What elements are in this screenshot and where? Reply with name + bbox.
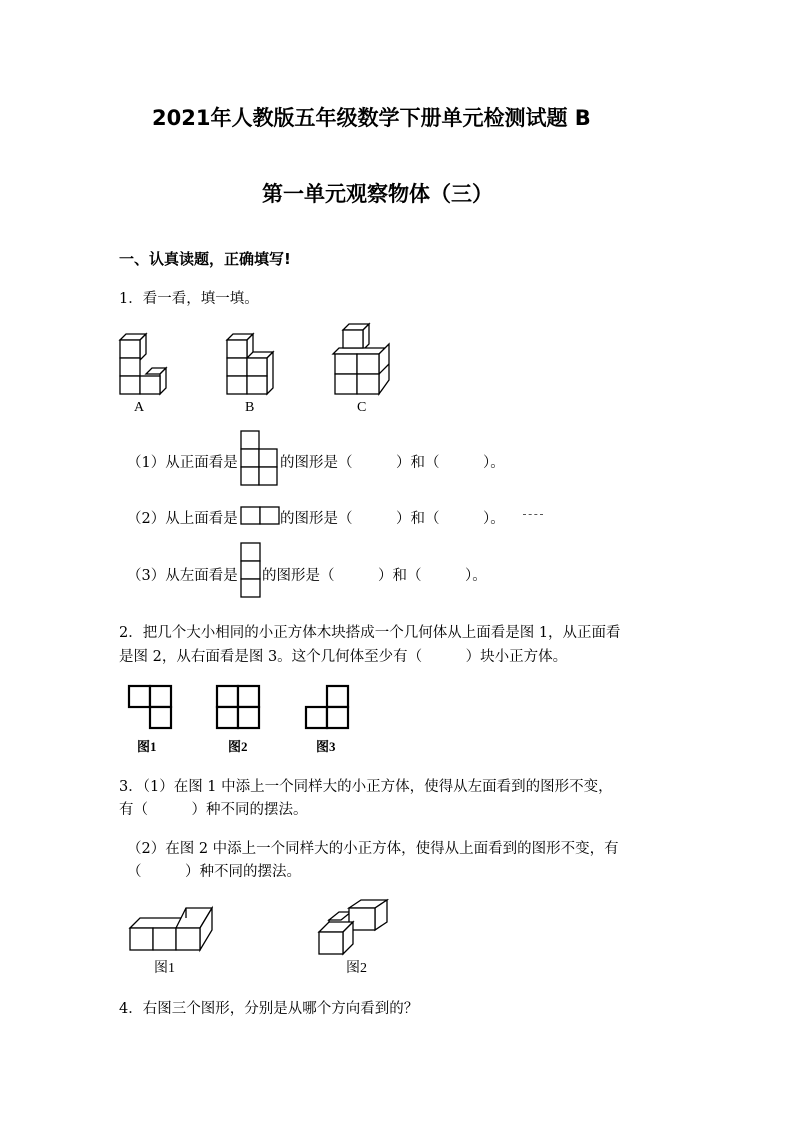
q3-figure-2-label: 图2 bbox=[346, 961, 367, 976]
page-title: 2021年人教版五年级数学下册单元检测试题 B bbox=[152, 106, 591, 130]
figure-a bbox=[117, 328, 167, 398]
question-2-line2: 是图 2，从右面看是图 3。这个几何体至少有（ ）块小正方体。 bbox=[119, 649, 568, 665]
q1-sub2-suffix: 的图形是（ ）和（ ）。 bbox=[280, 511, 505, 527]
q2-figure-1-label: 图1 bbox=[137, 739, 157, 754]
q1-sub2-prefix: （2）从上面看是 bbox=[127, 511, 238, 527]
question-3-line2: 有（ ）种不同的摆法。 bbox=[119, 802, 308, 818]
q1-sub1-suffix: 的图形是（ ）和（ ）。 bbox=[280, 455, 505, 471]
q2-figure-3 bbox=[305, 685, 351, 731]
q1-sub3-suffix: 的图形是（ ）和（ ）。 bbox=[262, 568, 487, 584]
q2-figure-2-label: 图2 bbox=[228, 739, 248, 754]
figure-a-label: A bbox=[134, 400, 145, 415]
front-view-icon bbox=[241, 431, 279, 487]
question-3-line3: （2）在图 2 中添上一个同样大的小正方体，使得从上面看到的图形不变，有 bbox=[127, 841, 619, 857]
question-2-line1: 2．把几个大小相同的小正方体木块搭成一个几何体从上面看是图 1，从正面看 bbox=[119, 625, 621, 641]
q3-figure-1 bbox=[128, 902, 220, 952]
question-4-text: 4．右图三个图形，分别是从哪个方向看到的？ bbox=[119, 1001, 419, 1017]
q3-figure-1-label: 图1 bbox=[154, 961, 175, 976]
q2-figure-1 bbox=[128, 685, 174, 731]
q1-sub3-prefix: （3）从左面看是 bbox=[127, 568, 238, 584]
question-1-text: 1．看一看，填一填。 bbox=[119, 291, 259, 307]
top-view-icon bbox=[241, 507, 281, 527]
question-3-line4: （ ）种不同的摆法。 bbox=[127, 864, 301, 880]
q2-figure-3-label: 图3 bbox=[316, 739, 336, 754]
stray-mark bbox=[523, 514, 543, 515]
figure-c bbox=[333, 322, 393, 398]
figure-b-label: B bbox=[245, 400, 255, 415]
left-view-icon bbox=[241, 543, 261, 601]
page-subtitle: 第一单元观察物体（三） bbox=[262, 182, 493, 206]
q2-figure-2 bbox=[216, 685, 262, 731]
figure-c-label: C bbox=[357, 400, 367, 415]
q1-sub1-prefix: （1）从正面看是 bbox=[127, 455, 238, 471]
q3-figure-2 bbox=[317, 898, 391, 956]
figure-b bbox=[224, 328, 276, 398]
question-3-line1: 3．（1）在图 1 中添上一个同样大的小正方体，使得从左面看到的图形不变， bbox=[119, 779, 613, 795]
section-heading: 一、认真读题，正确填写! bbox=[119, 250, 291, 268]
